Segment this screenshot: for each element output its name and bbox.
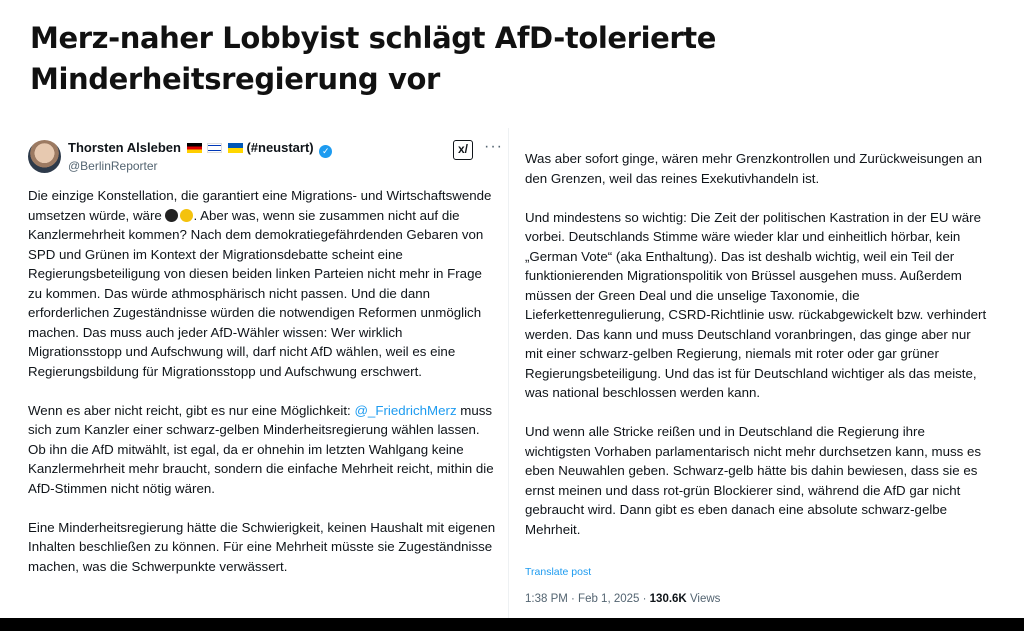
mention-link[interactable]: @_FriedrichMerz [354, 402, 457, 418]
author-name[interactable]: Thorsten Alsleben [68, 140, 181, 155]
more-options-icon[interactable]: ··· [484, 138, 503, 155]
tweet-paragraph-5: Und mindestens so wichtig: Die Zeit der politischen Kastration in der EU wäre vorbei. Deutschlands Stimme wäre wieder klar und einheitlich hörbar, kein „German Vote“ (aka Enthaltung). Das ist deshalb wichtig, weil ein Teil der funktionierenden Migrationspolitik von Brüssel ausgehen muss. Außerdem müssen der Green Deal und die unselige Taxonomie, die Lieferkettenregulierung, CSRD-Richtlinie usw. rückabgewickelt bzw. verhindert werden. Das kann und muss Deutschland voranbringen, das ginge aber nur mit einer schwarz-gelben Regierung, niemals mit roter oder gar grüner Regierungsbeteiligung. Und das ist für Deutschland wichtiger als das meiste, was national beschlossen werden kann. [525, 209, 987, 400]
tweet-paragraph-4: Was aber sofort ginge, wären mehr Grenzkontrollen und Zurückweisungen an den Grenzen, weil das reines Exekutivhandeln ist. [525, 151, 983, 186]
tweet-text-right [525, 149, 987, 559]
tweet-timestamp[interactable]: 1:38 PM · Feb 1, 2025 · [525, 593, 650, 605]
author-name-line[interactable] [68, 140, 332, 158]
tweet-meta [525, 593, 720, 605]
views-count: 130.6K [649, 593, 687, 605]
tweet-paragraph-3: Eine Minderheitsregierung hätte die Schwierigkeit, keinen Haushalt mit eigenen Inhalten beschließen zu können. Für eine Mehrheit müsste sie Zugeständnisse machen, was die Schwerpunkte verwässert. [28, 519, 496, 574]
bottom-border [0, 618, 1024, 631]
tweet-paragraph-2 [28, 401, 498, 499]
headline-line-1: Merz-naher Lobbyist schlägt AfD-tolerierte [30, 21, 717, 55]
yellow-circle-icon [180, 209, 193, 222]
author-tag: (#neustart) [246, 140, 314, 155]
tweet-paragraph-6: Und wenn alle Stricke reißen und in Deutschland die Regierung ihre wichtigsten Vorhaben parlamentarisch nicht mehr durchsetzen kann, muss es eben Neuwahlen geben. Schwarz-gelb hätte bis dahin bewiesen, dass sie es ernst meinen und dass rot-grün Blockierer sind, während die AfD gar nicht gebraucht wird. Dann gibt es eben danach eine absolute schwarz-gelbe Mehrheit. [525, 424, 982, 537]
x-grok-icon[interactable]: x/ [453, 140, 473, 160]
avatar[interactable] [28, 140, 61, 173]
tweet-text: . Aber was, wenn sie zusammen nicht auf die Kanzlermehrheit kommen? Nach dem demokratiegefährdenden Gebaren von SPD und Grünen im Kontext der Migrationsdebatte scheint eine Regierungsbeteiligung von diesen beiden linken Parteien nicht mehr in Frage zu kommen. Das würde athmosphärisch nicht passen. Und die dann erforderlichen Zugeständnisse würden die notwendigen Reformen unmöglich machen. Das muss auch jeder AfD-Wähler wissen: Wer wirklich Migrationsstopp und Aufschwung will, darf nicht AfD wählen, weil es eine Regierungsbildung für Migrationsstopp und Aufschwung erschwert. [28, 207, 484, 379]
tweet-card-left [20, 128, 506, 618]
translate-post-link[interactable]: Translate post [525, 566, 592, 578]
tweet-paragraph-1 [28, 186, 498, 381]
author-handle[interactable]: @BerlinReporter [68, 159, 158, 173]
views-label: Views [686, 593, 721, 605]
tweet-card-right [508, 128, 997, 618]
tweet-text: Wenn es aber nicht reicht, gibt es nur eine Möglichkeit: [28, 402, 355, 418]
tweet-text: muss sich zum Kanzler einer schwarz-gelben Minderheitsregierung wählen lassen. Ob ihn die AfD mitwählt, ist egal, da er ohnehin im letzten Wahlgang keine Kanzlermehrheit mehr braucht, sondern die einfache Mehrheit reicht, mithin die AfD-Stimmen nicht nötig wären. [28, 402, 494, 496]
israel-flag-icon [207, 143, 222, 153]
ukraine-flag-icon [228, 143, 243, 153]
tweet-text-left [28, 186, 498, 596]
black-circle-icon [165, 209, 178, 222]
tweet-text: Die einzige Konstellation, die garantiert eine Migrations- und Wirtschaftswende umsetzen würde, wäre [28, 188, 492, 223]
tweet-author-row [28, 138, 503, 178]
germany-flag-icon [187, 143, 202, 153]
headline-line-2: Minderheitsregierung vor [30, 62, 440, 96]
verified-badge-icon[interactable]: ✓ [319, 145, 332, 158]
article-headline [30, 18, 990, 100]
